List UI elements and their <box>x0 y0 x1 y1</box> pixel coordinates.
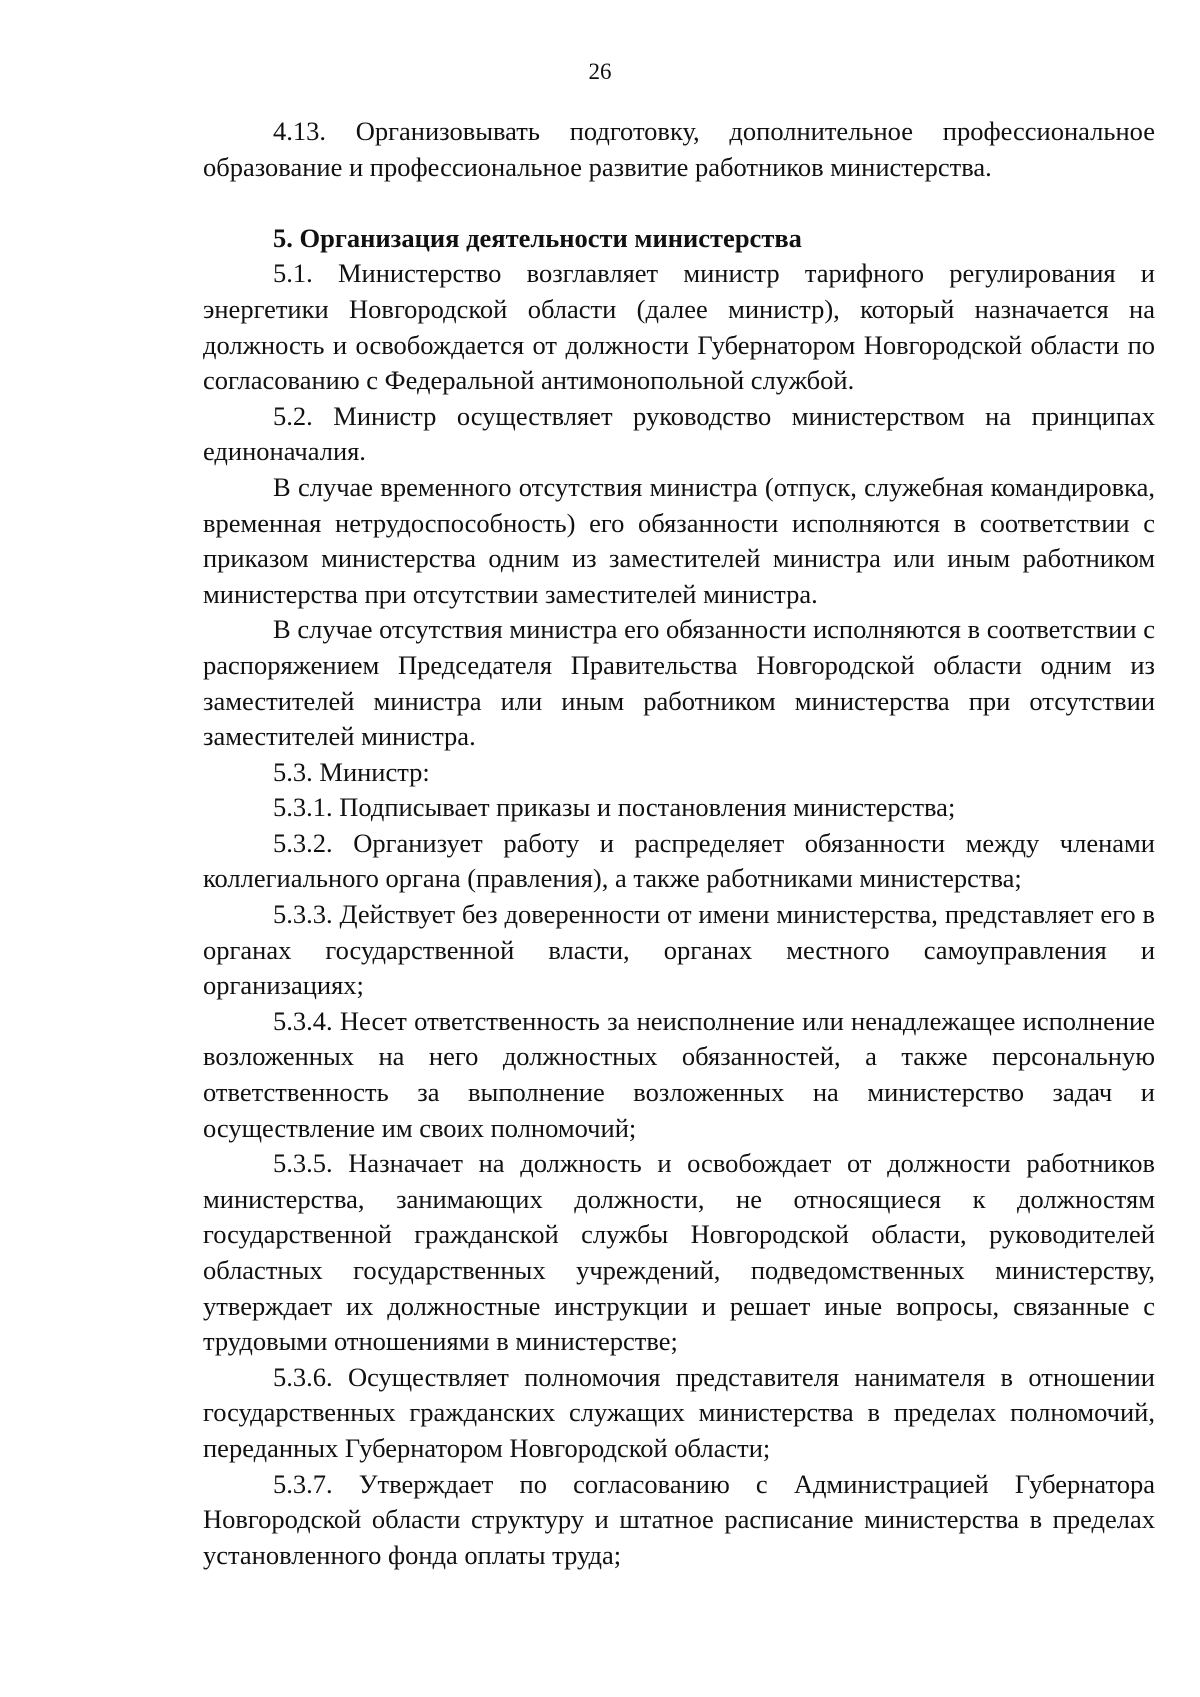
paragraph-4-13: 4.13. Организовывать подготовку, дополнительное профессиональное образование и профессиональное развитие работников министерства. <box>203 116 1155 182</box>
document-body <box>203 114 1155 1573</box>
paragraph-5-3-4: 5.3.4. Несет ответственность за неисполнение или ненадлежащее исполнение возложенных на него должностных обязанностей, а также персональную ответственность за выполнение возложенных на министерство задач и осуществление им своих полномочий; <box>203 1005 1155 1143</box>
paragraph-5-3-7: 5.3.7. Утверждает по согласованию с Администрацией Губернатора Новгородской области структуру и штатное расписание министерства в пределах установленного фонда оплаты труда; <box>203 1468 1155 1570</box>
paragraph-5-3-6: 5.3.6. Осуществляет полномочия представителя нанимателя в отношении государственных гражданских служащих министерства в пределах полномочий, переданных Губернатором Новгородской области; <box>203 1361 1155 1463</box>
paragraph-absence: В случае отсутствия министра его обязанности исполняются в соответствии с распоряжением Председателя Правительства Новгородской области одним из заместителей министра или иным работником министерства при отсутствии заместителей министра. <box>203 614 1155 752</box>
paragraph-5-1: 5.1. Министерство возглавляет министр тарифного регулирования и энергетики Новгородской области (далее министр), который назначается на должность и освобождается от должности Губернатором Новгородской области по согласованию с Федеральной антимонопольной службой. <box>203 258 1155 396</box>
paragraph-temporary-absence: В случае временного отсутствия министра (отпуск, служебная командировка, временная нетрудоспособность) его обязанности исполняются в соответствии с приказом министерства одним из заместителей министра или иным работником министерства при отсутствии заместителей министра. <box>203 471 1155 609</box>
paragraph-5-3-5: 5.3.5. Назначает на должность и освобождает от должности работников министерства, занимающих должности, не относящиеся к должностям государственной гражданской службы Новгородской области, руководителей областных государственных учреждений, подведомственных министерству, утверждает их должностные инструкции и решает иные вопросы, связанные с трудовыми отношениями в министерстве; <box>203 1148 1155 1357</box>
paragraph-5-3-3: 5.3.3. Действует без доверенности от имени министерства, представляет его в органах государственной власти, органах местного самоуправления и организациях; <box>203 899 1155 1001</box>
paragraph-5-2: 5.2. Министр осуществляет руководство министерством на принципах единоначалия. <box>203 400 1155 467</box>
paragraph-5-3-2: 5.3.2. Организует работу и распределяет обязанности между членами коллегиального органа (правления), а также работниками министерства; <box>203 827 1155 894</box>
paragraph-5-3-1: 5.3.1. Подписывает приказы и постановления министерства; <box>273 792 956 823</box>
page-number: 26 <box>588 59 612 84</box>
paragraph-5-3: 5.3. Министр: <box>273 756 430 787</box>
section-heading-5: 5. Организация деятельности министерства <box>273 222 802 253</box>
